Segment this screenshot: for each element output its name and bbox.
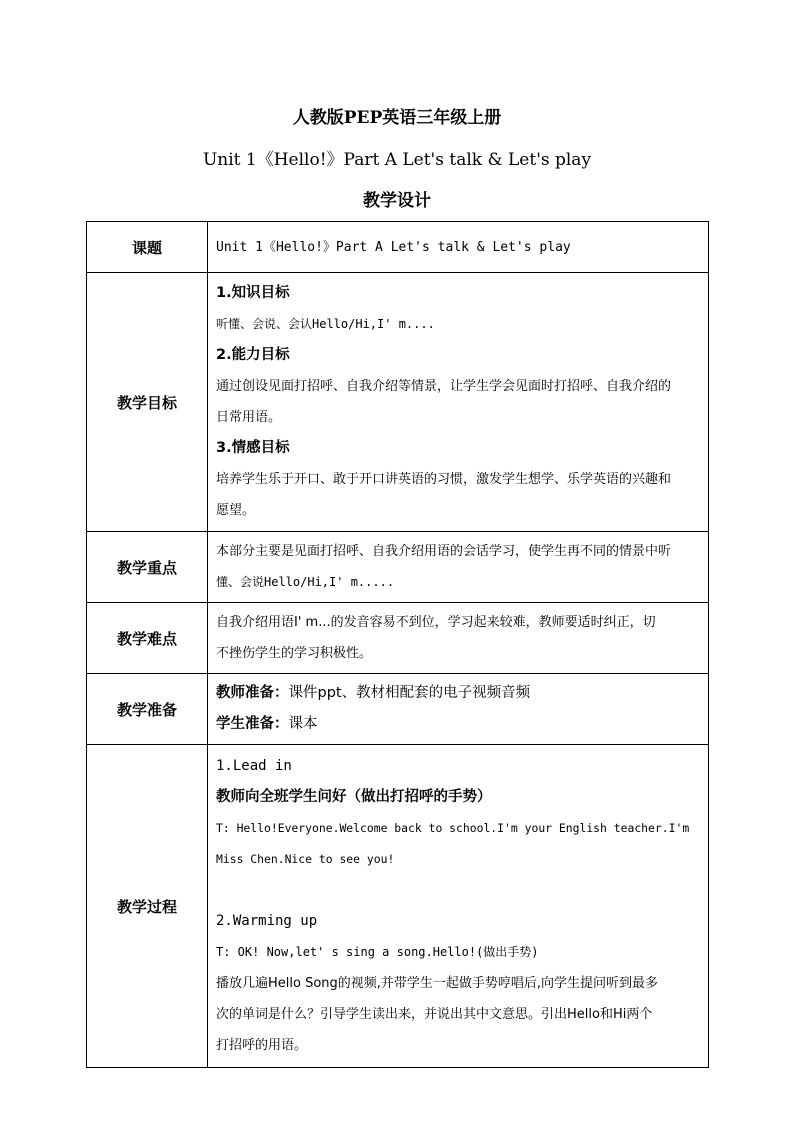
process-step1-desc: 教师向全班学生问好（做出打招呼的手势） [216,789,492,805]
doc-subtitle: Unit 1《Hello!》Part A Let's talk & Let's play [202,150,592,170]
row-goals [87,273,709,532]
difficulty-text-2: 不挫伤学生的学习积极性。 [216,646,373,661]
goal-emotion-text-2: 愿望。 [216,503,256,518]
key-points-text-2: 懂、会说Hello/Hi,I' m..... [216,575,395,589]
lesson-plan-table [86,221,709,1068]
process-label: 教学过程 [87,745,208,1068]
process-step2-text-3: 打招呼的用语。 [216,1038,308,1053]
row-difficulty [87,603,709,674]
topic-value: Unit 1《Hello!》Part A Let's talk & Let's play [208,222,709,273]
difficulty-content [208,603,709,674]
student-prep [216,709,702,740]
row-process [87,745,709,1068]
difficulty-label: 教学难点 [87,603,208,674]
spacer [216,875,702,906]
process-step2-teacher-line: T: OK! Now,let' s sing a song.Hello!(做出手势) [216,945,539,959]
process-step2-heading: 2.Warming up [216,913,318,929]
topic-label: 课题 [87,222,208,273]
teacher-prep-value: 课件ppt、教材相配套的电子视频音频 [288,685,531,701]
goals-label: 教学目标 [87,273,208,532]
goal-emotion-text-1: 培养学生乐于开口、敢于开口讲英语的习惯，激发学生想学、乐学英语的兴趣和 [216,472,672,487]
student-prep-value: 课本 [288,716,318,732]
process-step1-teacher-line-2: Miss Chen.Nice to see you! [216,852,395,866]
process-step1-heading: 1.Lead in [216,758,292,774]
difficulty-text-1: 自我介绍用语I' m...的发音容易不到位，学习起来较难，教师要适时纠正，切 [216,615,656,630]
key-points-text-1: 本部分主要是见面打招呼、自我介绍用语的会话学习，使学生再不同的情景中听 [216,544,672,559]
student-prep-label: 学生准备： [216,716,289,732]
goal-knowledge-heading: 1.知识目标 [216,285,290,301]
goal-knowledge-text: 听懂、会说、会认Hello/Hi,I' m.... [216,317,435,331]
goal-ability-text-2: 日常用语。 [216,410,282,425]
doc-heading: 教学设计 [363,191,431,211]
process-content [208,745,709,1068]
row-key-points [87,532,709,603]
goal-ability-heading: 2.能力目标 [216,347,290,363]
goal-emotion-heading: 3.情感目标 [216,440,290,456]
row-topic [87,222,709,273]
process-step1-teacher-line-1: T: Hello!Everyone.Welcome back to school.I'm your English teacher.I'm [216,821,690,835]
key-points-label: 教学重点 [87,532,208,603]
process-step2-text-2: 次的单词是什么？引导学生读出来，并说出其中文意思。引出Hello和Hi两个 [216,1007,653,1022]
doc-title: 人教版PEP英语三年级上册 [292,108,502,128]
process-step2-text-1: 播放几遍Hello Song的视频,并带学生一起做手势哼唱后,向学生提问听到最多 [216,976,659,991]
goals-content [208,273,709,532]
key-points-content [208,532,709,603]
row-preparation [87,674,709,745]
teacher-prep-label: 教师准备： [216,685,289,701]
preparation-label: 教学准备 [87,674,208,745]
preparation-content [208,674,709,745]
goal-ability-text-1: 通过创设见面打招呼、自我介绍等情景，让学生学会见面时打招呼、自我介绍的 [216,379,672,394]
teacher-prep [216,678,702,709]
